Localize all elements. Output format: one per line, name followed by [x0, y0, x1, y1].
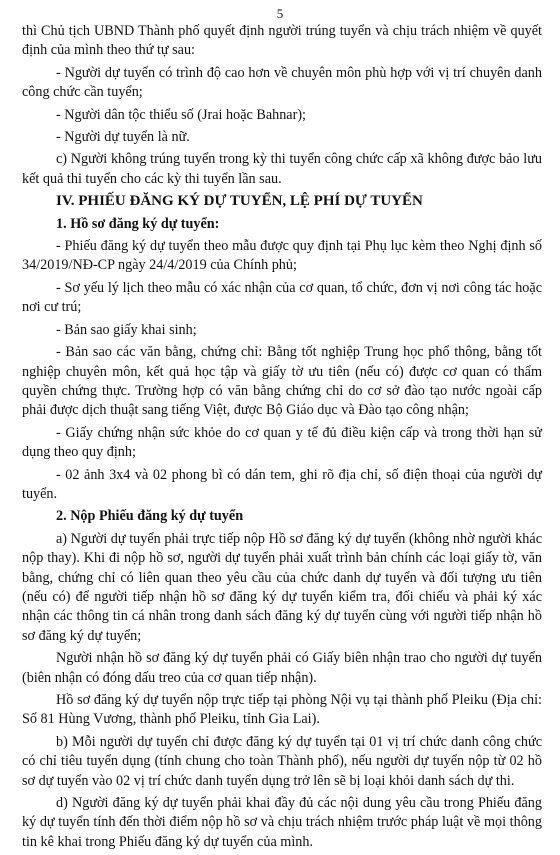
paragraph: b) Mỗi người dự tuyển chỉ được đăng ký dự tuyển tại 01 vị trí chức danh công chức có chỉ tiêu tuyển dụng (tính chung cho toàn Thành phố), nếu người dự tuyển nộp từ 02 hồ sơ dự tuyển vào 02 vị trí chức danh tuyển dụng trở lên sẽ bị loại khỏi danh sách dự thi. — [22, 733, 542, 789]
paragraph: - Bản sao các văn bằng, chứng chỉ: Bằng tốt nghiệp Trung học phổ thông, bằng tốt nghiệp chuyên môn, kết quả học tập và giấy tờ ưu tiên (nếu có) được cơ quan có thẩm quyền chứng thực. Trường hợp có văn bằng chứng chỉ do cơ sở đào tạo nước ngoài cấp phải được dịch thuật sang tiếng Việt, được Bộ Giáo dục và Đào tạo công nhận; — [22, 344, 542, 419]
page-body — [22, 22, 542, 855]
section-heading: IV. PHIẾU ĐĂNG KÝ DỰ TUYỂN, LỆ PHÍ DỰ TUYỂN — [56, 193, 423, 210]
subsection-heading: 2. Nộp Phiếu đăng ký dự tuyển — [56, 508, 244, 525]
paragraph: a) Người dự tuyển phải trực tiếp nộp Hồ sơ đăng ký dự tuyển (không nhờ người khác nộp thay). Khi đi nộp hồ sơ, người dự tuyển phải xuất trình bản chính các loại giấy tờ, văn bằng, chứng chỉ có liên quan theo yêu cầu của chức danh dự tuyển và đối tượng ưu tiên (nếu có) để người tiếp nhận hồ sơ đăng ký dự tuyển kiểm tra, đối chiếu và phải ký xác nhận các thông tin cá nhân trong danh sách đăng ký dự tuyển cùng với người tiếp nhận hồ sơ đăng ký dự tuyển; — [22, 530, 542, 644]
paragraph: - Giấy chứng nhận sức khỏe do cơ quan y tế đủ điều kiện cấp và trong thời hạn sử dụng theo quy định; — [22, 424, 542, 461]
paragraph: Người nhận hồ sơ đăng ký dự tuyển phải có Giấy biên nhận trao cho người dự tuyển (biên nhận có đóng dấu treo của cơ quan tiếp nhận). — [22, 650, 542, 686]
paragraph: - Người dân tộc thiểu số (Jrai hoặc Bahnar); — [56, 106, 306, 123]
page-number: 5 — [276, 6, 284, 21]
paragraph: - Người dự tuyển có trình độ cao hơn về chuyên môn phù hợp với vị trí chuyên danh công chức cần tuyển; — [22, 64, 542, 101]
paragraph: - 02 ảnh 3x4 và 02 phong bì có dán tem, ghi rõ địa chỉ, số điện thoại của người dự tuyển. — [22, 466, 542, 502]
paragraph: thì Chủ tịch UBND Thành phố quyết định người trúng tuyển và chịu trách nhiệm về quyết định của mình theo thứ tự sau: — [22, 23, 542, 59]
paragraph: Hồ sơ đăng ký dự tuyển nộp trực tiếp tại phòng Nội vụ tại thành phố Pleiku (Địa chỉ: Số 81 Hùng Vương, thành phố Pleiku, tỉnh Gia Lai). — [22, 692, 542, 728]
paragraph: - Người dự tuyển là nữ. — [56, 129, 190, 146]
paragraph: - Phiếu đăng ký dự tuyển theo mẫu được quy định tại Phụ lục kèm theo Nghị định số 34/2019/NĐ-CP ngày 24/4/2019 của Chính phủ; — [22, 238, 542, 274]
paragraph: - Bản sao giấy khai sinh; — [56, 321, 197, 338]
paragraph: c) Người không trúng tuyển trong kỳ thi tuyển công chức cấp xã không được bảo lưu kết quả thi tuyển cho các kỳ thi tuyển lần sau. — [22, 151, 542, 187]
subsection-heading: 1. Hồ sơ đăng ký dự tuyển: — [56, 215, 220, 232]
paragraph: - Sơ yếu lý lịch theo mẫu có xác nhận của cơ quan, tổ chức, đơn vị nơi công tác hoặc nơi cư trú; — [22, 279, 542, 316]
paragraph: d) Người đăng ký dự tuyển phải khai đầy đủ các nội dung yêu cầu trong Phiếu đăng ký dự tuyển tính đến thời điểm nộp hồ sơ và chịu trách nhiệm trước pháp luật về mọi thông tin kê khai trong Phiếu đăng ký dự tuyển của mình. — [22, 795, 542, 850]
